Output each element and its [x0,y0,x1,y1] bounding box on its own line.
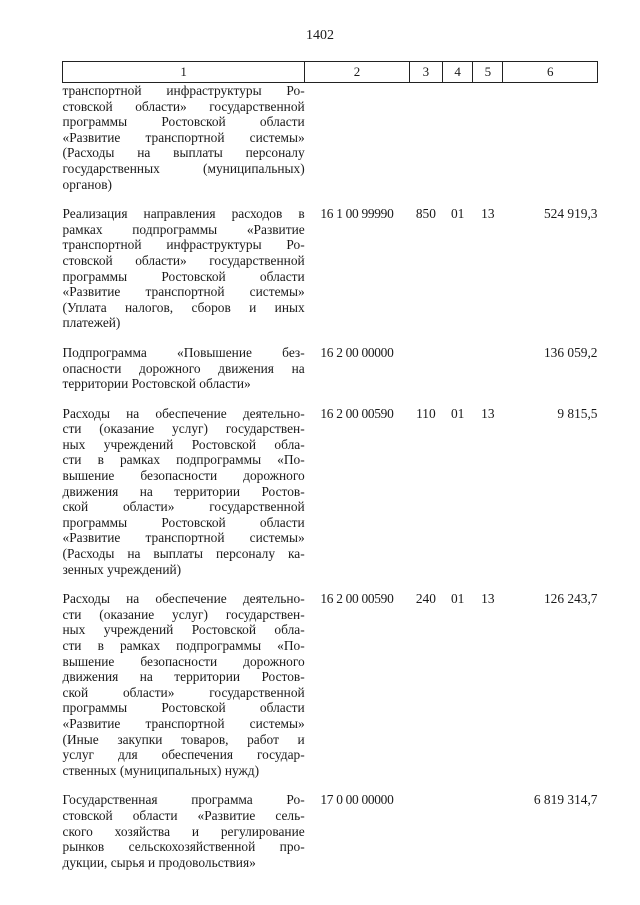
row-section [443,83,473,193]
description-line: государственных (муниципальных) [62,160,305,176]
row-expense-type: 240 [415,591,436,607]
description-line: транспортной инфраструктуры Ро- [62,83,305,98]
header-col-4: 4 [443,62,473,83]
description-line: Реализация направления расходов в [62,206,305,222]
description-line: (Иные закупки товаров, работ и [62,731,305,747]
description-line: Государственная программа Ро- [62,792,305,808]
row-target-code: 16 1 00 99990 [320,206,394,222]
description-line: «Развитие транспортной системы» [62,129,305,145]
description-line: услуг для обеспечения государ- [62,747,305,763]
row-spacer-cell [63,331,598,345]
description-line: (Уплата налогов, сборов и иных [62,299,305,315]
row-description [63,83,305,193]
description-line: (Расходы на выплаты персоналу ка- [62,546,305,562]
description-line: ных учреждений Ростовской обла- [62,622,305,638]
description-line: опасности дорожного движения на [62,360,305,376]
description-line: дукции, сырья и продовольствия» [62,854,256,870]
table-row [63,83,598,193]
row-expense-type [409,83,442,193]
row-subsection: 13 [481,206,495,222]
description-line: Расходы на обеспечение деятельно- [62,405,305,421]
row-amount: 6 819 314,7 [533,792,598,808]
description-line: сти (оказание услуг) государствен- [62,421,305,437]
header-col-3: 3 [409,62,442,83]
header-col-6: 6 [503,62,598,83]
description-line: ных учреждений Ростовской обла- [62,436,305,452]
description-line: ской области» государственной [62,499,305,515]
description-line: «Развитие транспортной системы» [62,284,305,300]
table-row [63,591,598,778]
row-expense-type: 110 [416,405,436,421]
description-line: «Развитие транспортной системы» [62,530,305,546]
row-target-code: 17 0 00 00000 [320,792,394,808]
description-line: сти в рамках подпрограммы «По- [62,638,305,653]
description-line: зенных учреждений) [62,561,182,577]
description-line: вышение безопасности дорожного [62,468,305,484]
row-target-code: 16 2 00 00590 [320,405,394,421]
description-line: ской области» государственной [62,684,305,700]
description-line: программы Ростовской области [62,114,305,130]
row-description [63,591,305,778]
row-description [63,792,305,870]
row-spacer-cell [63,192,598,206]
description-line: движения на территории Ростов- [62,669,305,685]
description-line: рынков сельскохозяйственной про- [62,839,305,855]
row-spacer-cell [63,577,598,591]
row-spacer [63,192,598,206]
row-section [443,345,473,392]
table-row [63,792,598,870]
table-row [63,345,598,392]
budget-table [62,61,598,870]
description-line: программы Ростовской области [62,514,305,530]
row-description [63,345,305,392]
description-line: транспортной инфраструктуры Ро- [62,237,305,253]
table-header-row [63,62,598,83]
row-amount: 126 243,7 [543,591,598,607]
row-target-code: 16 2 00 00590 [320,591,394,607]
row-amount: 524 919,3 [543,206,598,222]
row-subsection: 13 [481,405,495,421]
description-line: программы Ростовской области [62,268,305,284]
description-line: ского хозяйства и регулирование [62,823,305,839]
row-section: 01 [450,206,465,222]
row-subsection [473,83,503,193]
row-section [443,792,473,870]
row-spacer-cell [63,392,598,406]
description-line: стовской области «Развитие сель- [62,807,305,823]
row-subsection [473,792,503,870]
table-body [63,83,598,871]
row-amount: 9 815,5 [557,405,598,421]
description-line: (Расходы на выплаты персоналу [62,145,305,161]
row-spacer [63,331,598,345]
description-line: Расходы на обеспечение деятельно- [62,591,305,607]
description-line: территории Ростовской области» [62,376,251,392]
row-spacer [63,778,598,792]
page-number: 1402 [306,28,334,43]
description-line: вышение безопасности дорожного [62,653,305,669]
row-section: 01 [450,405,465,421]
row-spacer [63,577,598,591]
row-spacer-cell [63,778,598,792]
row-spacer [63,392,598,406]
row-section: 01 [450,591,465,607]
header-col-5: 5 [473,62,503,83]
description-line: стовской области» государственной [62,252,305,268]
header-col-2: 2 [305,62,410,83]
description-line: сти в рамках подпрограммы «По- [62,452,305,468]
row-target-code: 16 2 00 00000 [320,344,394,360]
row-amount: 136 059,2 [543,344,598,360]
description-line: Подпрограмма «Повышение без- [62,344,305,360]
description-line: платежей) [62,315,121,331]
description-line: «Развитие транспортной системы» [62,715,305,731]
row-expense-type [409,792,442,870]
description-line: органов) [62,176,112,192]
description-line: программы Ростовской области [62,700,305,716]
header-col-1: 1 [63,62,305,83]
row-description [63,406,305,578]
description-line: рамках подпрограммы «Развитие [62,221,305,237]
table-row [63,206,598,331]
row-subsection: 13 [481,591,495,607]
description-line: ственных (муниципальных) нужд) [62,762,260,778]
table-row [63,406,598,578]
row-subsection [473,345,503,392]
row-expense-type [409,345,442,392]
row-expense-type: 850 [415,206,436,222]
row-target-code [305,83,410,193]
description-line: стовской области» государственной [62,98,305,114]
description-line: движения на территории Ростов- [62,483,305,499]
row-amount [503,83,598,193]
row-description [63,206,305,331]
description-line: сти (оказание услуг) государствен- [62,606,305,622]
